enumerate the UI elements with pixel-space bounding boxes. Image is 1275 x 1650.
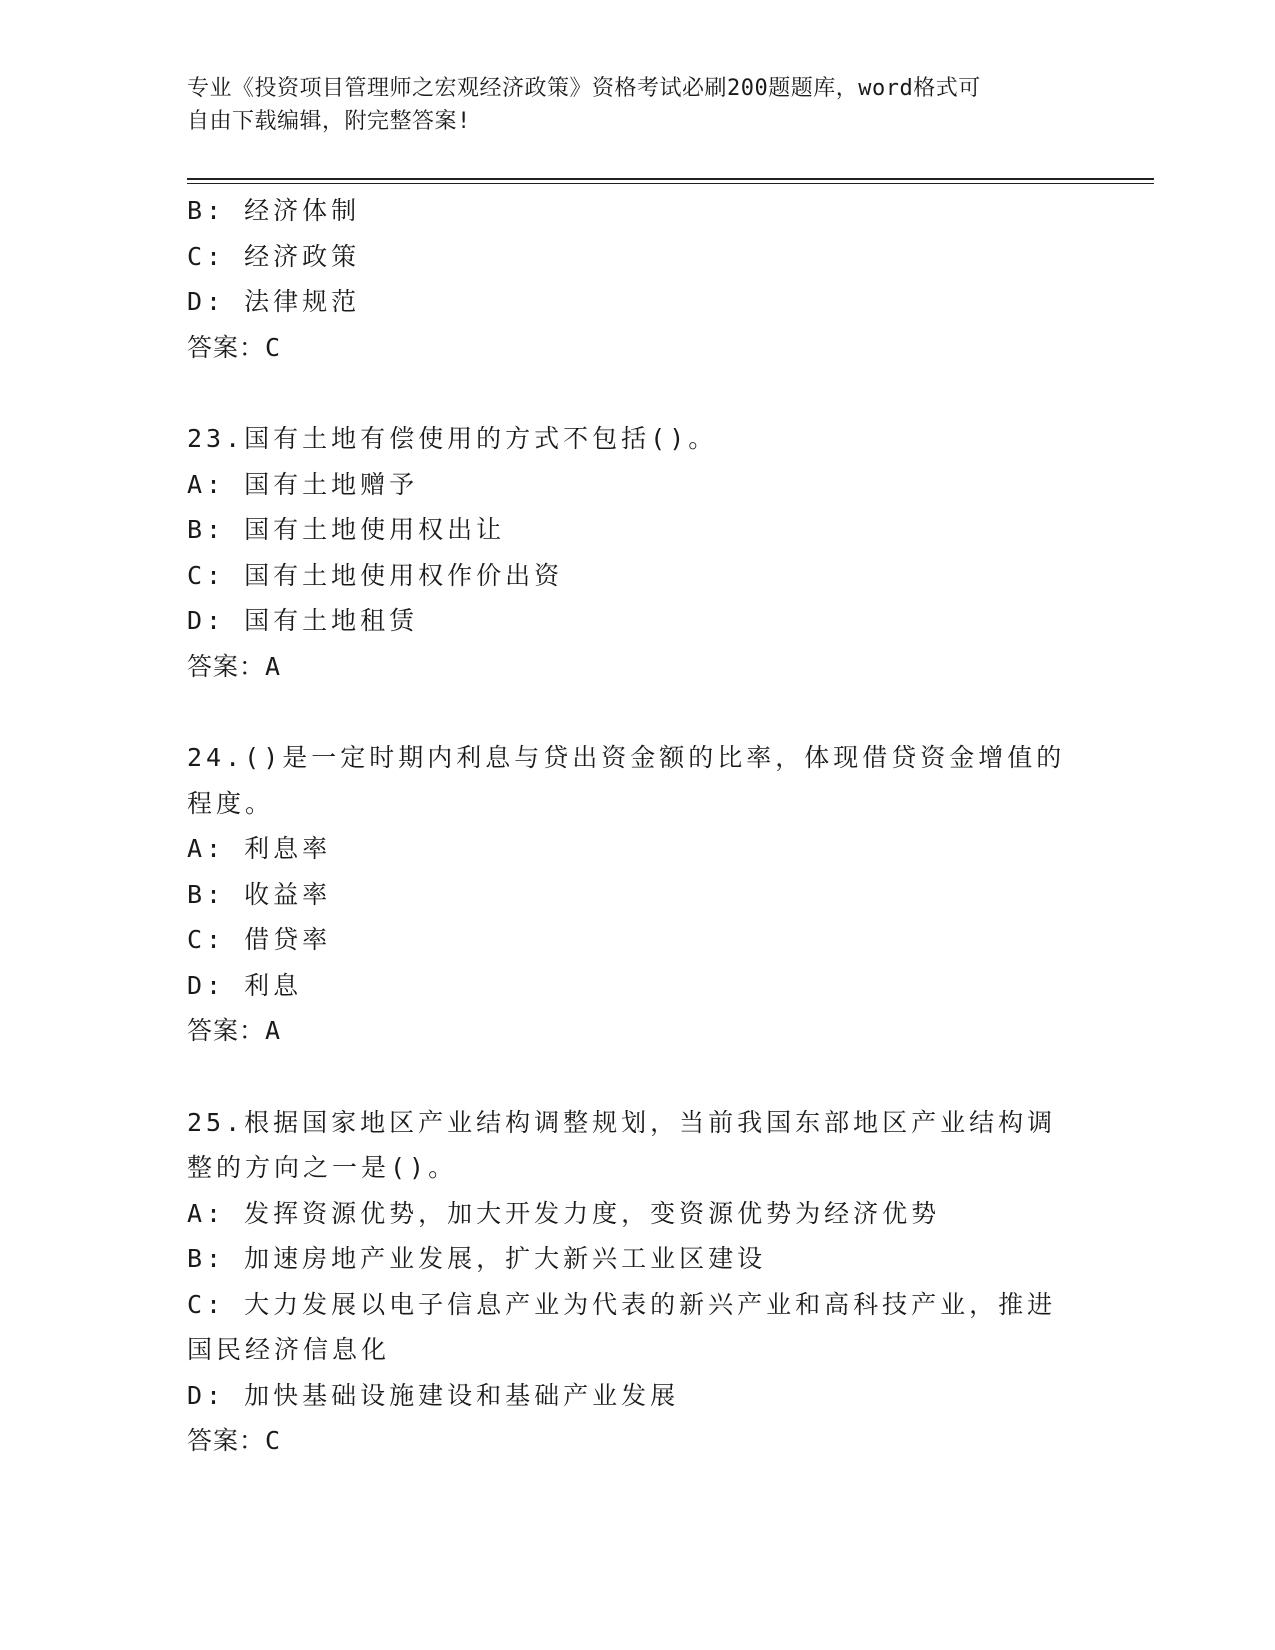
- option-b: B: 收益率: [187, 879, 332, 909]
- question-text: 24.()是一定时期内利息与贷出资金额的比率，体现借贷资金增值的程度。: [187, 743, 1066, 818]
- question-25-block: [187, 1100, 1077, 1464]
- answer-value: C: [265, 332, 282, 362]
- header-title-line-1: 专业《投资项目管理师之宏观经济政策》资格考试必刷200题题库，word格式可: [187, 76, 981, 101]
- answer-line: [187, 1418, 1077, 1464]
- question-list: [187, 188, 1077, 1464]
- option-c: C: 国有土地使用权作价出资: [187, 560, 564, 590]
- answer-value: C: [265, 1426, 282, 1455]
- header-divider: [187, 178, 1154, 184]
- option-a: A: 发挥资源优势，加大开发力度，变资源优势为经济优势: [187, 1198, 941, 1228]
- option-c: C: 经济政策: [187, 241, 361, 271]
- answer-label: 答案：: [187, 1016, 266, 1045]
- question-text: 25.根据国家地区产业结构调整规划，当前我国东部地区产业结构调整的方向之一是()。: [187, 1107, 1057, 1182]
- answer-line: [187, 1008, 1077, 1054]
- spacer: [187, 689, 1077, 735]
- option-a: A: 国有土地赠予: [187, 469, 419, 499]
- question-22-block: [187, 188, 1077, 370]
- option-b: B: 经济体制: [187, 196, 361, 225]
- option-d: D: 利息: [187, 970, 303, 1000]
- spacer: [187, 370, 1077, 416]
- option-c: C: 大力发展以电子信息产业为代表的新兴产业和高科技产业，推进国民经济信息化: [187, 1289, 1057, 1364]
- option-a: A: 利息率: [187, 834, 332, 863]
- answer-line: [187, 325, 1077, 371]
- answer-label: 答案：: [187, 332, 266, 362]
- header-title-line-2: 自由下载编辑，附完整答案!: [187, 109, 471, 134]
- question-text: 23.国有土地有偿使用的方式不包括()。: [187, 424, 718, 453]
- question-24-block: [187, 735, 1077, 1054]
- question-23-block: [187, 416, 1077, 689]
- document-header: [187, 72, 1067, 138]
- option-b: B: 国有土地使用权出让: [187, 515, 506, 544]
- answer-line: [187, 644, 1077, 690]
- option-d: D: 加快基础设施建设和基础产业发展: [187, 1380, 680, 1410]
- answer-value: A: [265, 651, 282, 681]
- option-c: C: 借贷率: [187, 925, 332, 954]
- option-d: D: 国有土地租赁: [187, 606, 419, 635]
- spacer: [187, 1054, 1077, 1100]
- option-d: D: 法律规范: [187, 287, 361, 316]
- option-b: B: 加速房地产业发展，扩大新兴工业区建设: [187, 1244, 767, 1273]
- answer-label: 答案：: [187, 1426, 266, 1455]
- answer-value: A: [265, 1016, 282, 1045]
- answer-label: 答案：: [187, 651, 266, 681]
